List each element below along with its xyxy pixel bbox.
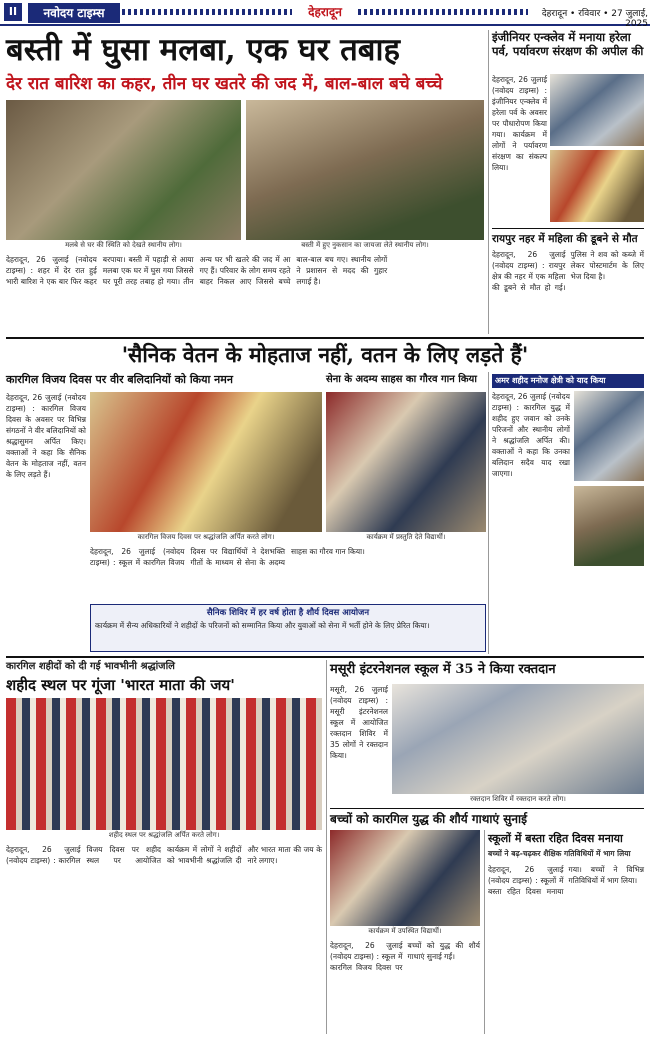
- lead-headline: बस्ती में घुसा मलबा, एक घर तबाह: [6, 32, 400, 68]
- tribute-kicker: कारगिल शहीदों को दी गई भावभीनी श्रद्धांजलि: [6, 661, 175, 672]
- lead-subhead: देर रात बारिश का कहर, तीन घर खतरे की जद में, बाल-बाल बचे बच्चे: [6, 74, 443, 94]
- rule: [330, 808, 644, 809]
- kargil-caption: कारगिल विजय दिवस पर श्रद्धांजलि अर्पित करते लोग।: [137, 533, 275, 541]
- shaheed-title: अमर शहीद मनोज क्षेत्री को याद किया: [492, 374, 644, 388]
- shiksha-title: सैनिक शिविर में हर वर्ष होता है शौर्य दिवस आयोजन: [206, 608, 370, 618]
- masthead: [0, 0, 650, 29]
- column-divider: [326, 660, 327, 1034]
- tribute-body: देहरादून, 26 जुलाई (नवोदय टाइम्स) : कारगिल विजय दिवस पर शहीद स्थल पर आयोजित कार्यक्रम में लोगों ने शहीदों को भावभीनी श्रद्धांजलि दी और भारत माता की जय के नारे लगाए।: [6, 845, 322, 865]
- blood-body: मसूरी, 26 जुलाई (नवोदय टाइम्स) : मसूरी इंटरनेशनल स्कूल में आयोजित रक्तदान शिविर में 35 लोगों ने रक्तदान किया।: [330, 685, 388, 760]
- kids-photo: [330, 830, 480, 926]
- blood-headline: मसूरी इंटरनेशनल स्कूल में 35 ने किया रक्तदान: [330, 662, 556, 677]
- army-headline: सेना के अदम्य साहस का गौरव गान किया: [326, 374, 477, 385]
- kids-body: देहरादून, 26 जुलाई (नवोदय टाइम्स) : स्कूल में कारगिल विजय दिवस पर बच्चों को युद्ध की शौर्य गाथाएं सुनाई गईं।: [330, 941, 480, 972]
- shaheed-photo-2: [574, 486, 644, 566]
- section-name: देहरादून: [308, 5, 342, 19]
- banner-headline: 'सैनिक वेतन के मोहताज नहीं, वतन के लिए लड़ते हैं': [121, 342, 529, 367]
- blood-photo: [392, 684, 644, 794]
- shaheed-body: देहरादून, 26 जुलाई (नवोदय टाइम्स) : कारगिल युद्ध में शहीद हुए जवान को उनके परिजनों और स्थानीय लोगों ने श्रद्धांजलि अर्पित की। वक्ताओं ने कहा कि उनका बलिदान सदैव याद रखा जाएगा।: [492, 392, 571, 478]
- right-sub-body: देहरादून, 26 जुलाई (नवोदय टाइम्स) : रायपुर क्षेत्र की नहर में एक महिला की डूबने से मौत हो गई। पुलिस ने शव को कब्जे में लेकर पोस्टमार्टम के लिए भेज दिया है।: [492, 250, 644, 292]
- column-divider: [484, 830, 485, 1034]
- right-top-photo-2: [550, 150, 644, 222]
- lead-photo-2-caption: बस्ती में हुए नुकसान का जायजा लेते स्थानीय लोग।: [301, 241, 429, 249]
- rule: [492, 228, 644, 229]
- lead-photo-1-caption: मलबे से घर की स्थिति को देखते स्थानीय लोग।: [65, 241, 182, 249]
- tribute-caption: शहीद स्थल पर श्रद्धांजलि अर्पित करते लोग।: [108, 831, 220, 839]
- schools-kicker: बच्चों ने बढ़-चढ़कर शैक्षिक गतिविधियों में भाग लिया: [488, 849, 631, 858]
- lead-body: देहरादून, 26 जुलाई (नवोदय टाइम्स) : शहर में देर रात हुई भारी बारिश ने एक बार फिर कहर बरपाया। बस्ती में पहाड़ी से आया मलबा एक घर में घुस गया जिससे घर पूरी तरह तबाह हो गया। तीन अन्य घर भी खतरे की जद में आ गए हैं। परिवार के लोग समय रहते बाहर निकल आए जिससे बच्चे बाल-बाल बच गए। स्थानीय लोगों ने प्रशासन से मदद की गुहार लगाई है।: [6, 255, 388, 286]
- right-top-headline: इंजीनियर एन्क्लेव में मनाया हरेला पर्व, पर्यावरण संरक्षण की अपील की: [492, 30, 644, 58]
- army-caption: कार्यक्रम में प्रस्तुति देते विद्यार्थी।: [366, 533, 446, 541]
- schools-body: देहरादून, 26 जुलाई (नवोदय टाइम्स) : स्कूलों में बस्ता रहित दिवस मनाया गया। बच्चों ने विभिन्न गतिविधियों में भाग लिया।: [488, 865, 644, 896]
- army-photo: [326, 392, 486, 532]
- shiksha-body: कार्यक्रम में सैन्य अधिकारियों ने शहीदों के परिजनों को सम्मानित किया और युवाओं को सेना में भर्ती होने के लिए प्रेरित किया।: [95, 621, 430, 630]
- section-rule: [6, 656, 644, 658]
- dateline: देहरादून • रविवार • 27 जुलाई, 2025: [541, 9, 648, 29]
- decor-stripes-right: [358, 9, 528, 15]
- banner-rule-top: [6, 337, 644, 339]
- kids-headline: बच्चों को कारगिल युद्ध की शौर्य गाथाएं सुनाई: [330, 812, 528, 826]
- column-divider: [488, 372, 489, 654]
- page-number: II: [4, 3, 22, 21]
- tribute-photo: [6, 698, 322, 830]
- brand-logo: नवोदय टाइम्स: [28, 3, 120, 23]
- shiksha-box: [90, 604, 486, 652]
- decor-stripes-left: [122, 9, 292, 15]
- tribute-headline: शहीद स्थल पर गूंजा 'भारत माता की जय': [6, 676, 235, 694]
- kargil-photo: [90, 392, 322, 532]
- shaheed-photo: [574, 391, 644, 481]
- kids-caption: कार्यक्रम में उपस्थित विद्यार्थी।: [368, 927, 442, 935]
- army-body: देहरादून, 26 जुलाई (नवोदय टाइम्स) : स्कूल में कारगिल विजय दिवस पर विद्यार्थियों ने देशभक्ति गीतों के माध्यम से सेना के अदम्य साहस का गौरव गान किया।: [90, 547, 365, 567]
- lead-photo-1: [6, 100, 241, 240]
- schools-headline: स्कूलों में बस्ता रहित दिवस मनाया: [488, 832, 623, 845]
- kargil-body: देहरादून, 26 जुलाई (नवोदय टाइम्स) : कारगिल विजय दिवस के अवसर पर विभिन्न संगठनों ने वीर बलिदानियों को श्रद्धासुमन अर्पित किए। वक्ताओं ने कहा कि सैनिक वेतन के मोहताज नहीं, वतन के लिए लड़ते हैं।: [6, 393, 86, 479]
- right-top-photo: [550, 74, 644, 146]
- right-top-body: देहरादून, 26 जुलाई (नवोदय टाइम्स) : इंजीनियर एन्क्लेव में हरेला पर्व के अवसर पर पौधारोपण किया गया। कार्यक्रम में लोगों ने पर्यावरण संरक्षण का संकल्प लिया।: [492, 75, 547, 172]
- lead-photo-2: [246, 100, 484, 240]
- column-divider: [488, 30, 489, 334]
- kargil-headline: कारगिल विजय दिवस पर वीर बलिदानियों को किया नमन: [6, 373, 233, 386]
- right-sub-headline: रायपुर नहर में महिला की डूबने से मौत: [492, 233, 638, 245]
- blood-caption: रक्तदान शिविर में रक्तदान करते लोग।: [470, 795, 566, 803]
